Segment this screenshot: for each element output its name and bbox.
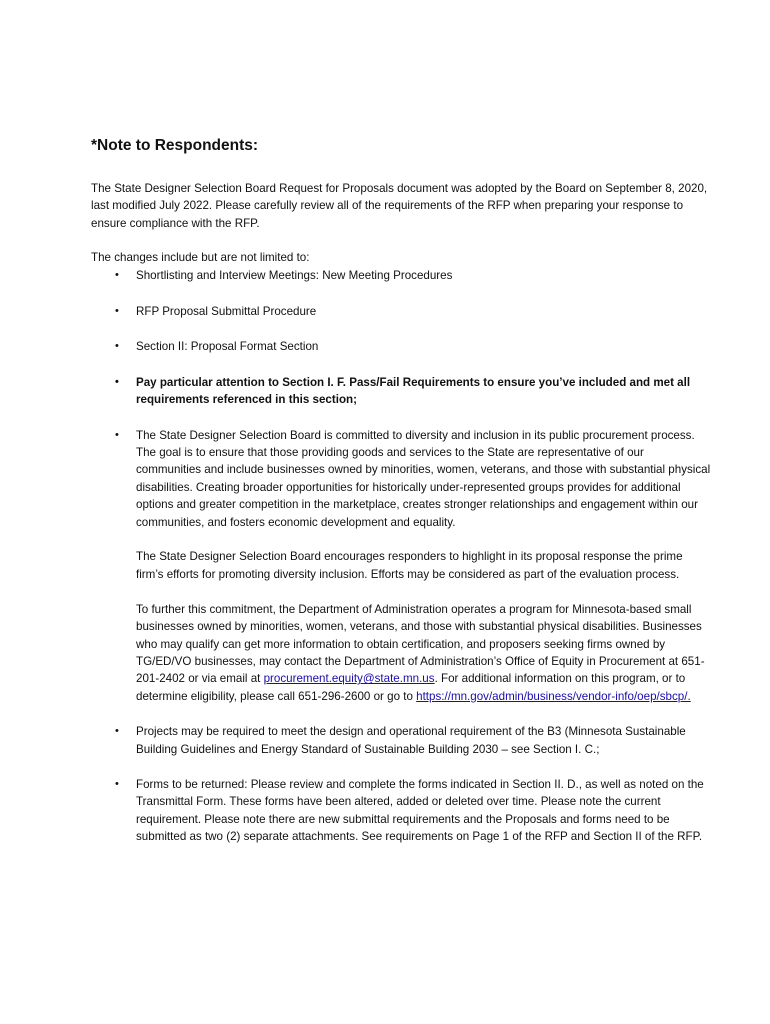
equity-email-link[interactable]: procurement.equity@state.mn.us [263,672,435,686]
bullet-icon: • [115,340,119,353]
list-item [91,374,711,409]
document-content [91,136,711,846]
bullet-icon: • [115,268,119,281]
list-item [91,267,711,284]
list-item [91,303,711,320]
list-item-text: Shortlisting and Interview Meetings: New Meeting Procedures [136,268,453,282]
list-item [91,427,711,705]
program-text-continued: . For additional information on this program, or to determine eligibility, please call 651-296-2600 or go to [136,672,686,703]
diversity-paragraph: The State Designer Selection Board is committed to diversity and inclusion in its public procurement process. The goal is to ensure that those providing goods and services to the State are representative of our communities and include businesses owned by minorities, women, veterans, and those with substantial physical disabilities. Creating broader opportunities for historically under-represented groups provides for additional options and greater competition in the marketplace, creates stronger relationships and engagement within our communities, and fosters economic development and equality. [136,428,711,529]
bullet-icon: • [115,777,119,790]
bullet-icon: • [115,725,119,738]
changes-intro: The changes include but are not limited to: [91,251,310,265]
list-item-text: RFP Proposal Submittal Procedure [136,305,317,319]
list-item-text: Section II: Proposal Format Section [136,340,319,354]
sbcp-url-link[interactable]: https://mn.gov/admin/business/vendor-info/oep/sbcp/. [416,689,691,703]
list-item [91,338,711,355]
bullet-icon: • [115,305,119,318]
program-text: To further this commitment, the Department of Administration operates a program for Minnesota-based small businesses owned by minorities, women, veterans, and those with substantial physical disabilities. Businesses who may qualify can get more information to obtain certification, and proposers seeking firms owned by TG/ED/VO businesses, may contact the Department of Administration’s Office of Equity in Procurement at 651-201-2402 or via email at [136,602,705,686]
page-title: *Note to Respondents: [91,137,259,154]
list-item-text: Pay particular attention to Section I. F. Pass/Fail Requirements to ensure you’ve included and met all requirements referenced in this section; [136,375,691,407]
list-item [91,723,711,758]
list-item-text: Forms to be returned: Please review and complete the forms indicated in Section II. D., as well as noted on the Transmittal Form. These forms have been altered, added or deleted over time. Please note the current requirement. Please note there are new submittal requirements and the Proposals and forms need to be submitted as two (2) separate attachments. See requirements on Page 1 of the RFP and Section II of the RFP. [136,777,704,844]
list-item-text: Projects may be required to meet the design and operational requirement of the B3 (Minnesota Sustainable Building Guidelines and Energy Standard of Sustainable Building 2030 – see Section I. C.; [136,725,686,756]
intro-paragraph: The State Designer Selection Board Request for Proposals document was adopted by the Board on September 8, 2020, last modified July 2022. Please carefully review all of the requirements of the RFP when preparing your response to ensure compliance with the RFP. [91,182,708,230]
bullet-icon: • [115,375,119,388]
bullet-icon: • [115,428,119,441]
program-paragraph [136,601,711,705]
list-item [91,776,711,846]
diversity-encourage-paragraph: The State Designer Selection Board encourages responders to highlight in its proposal response the prime firm’s efforts for promoting diversity inclusion. Efforts may be considered as part of the evaluation process. [136,550,683,581]
changes-list [91,267,711,846]
